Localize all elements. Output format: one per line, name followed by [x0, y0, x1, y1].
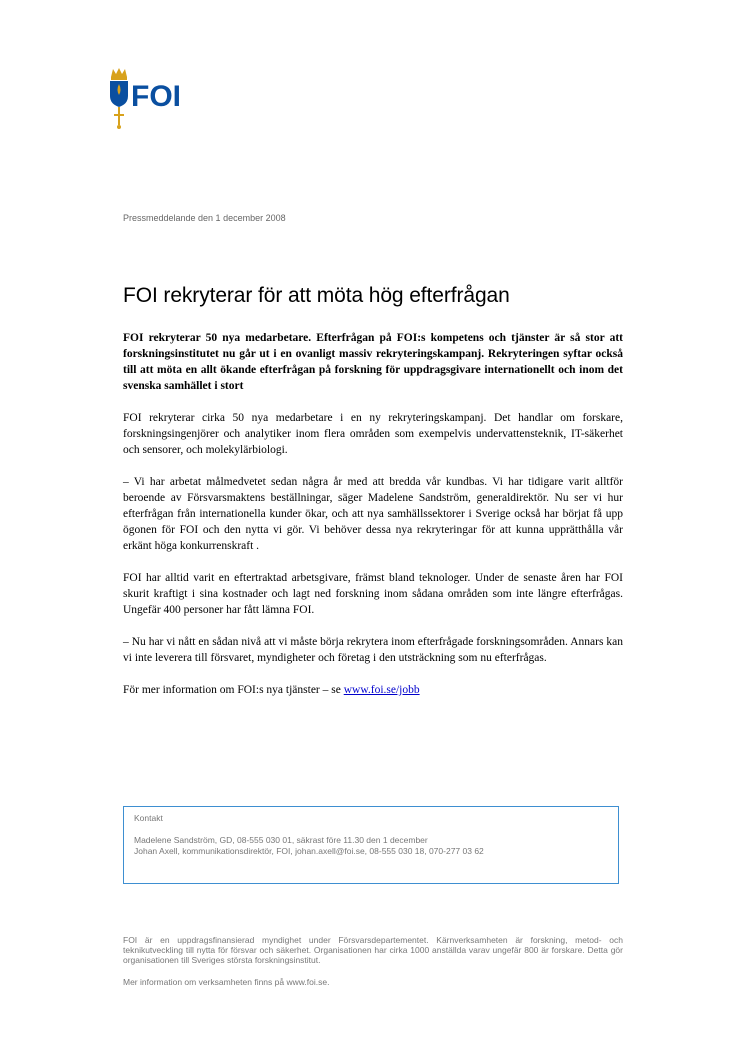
footer-more-info: Mer information om verksamheten finns på www.foi.se.: [123, 977, 330, 987]
paragraph: FOI rekryterar cirka 50 nya medarbetare i en ny rekryteringskampanj. Det handlar om forskare, forskningsingenjörer och analytiker inom flera områden som exempelvis undervattensteknik, IT-säkerhet och sensorer, och molekylärbiologi.: [123, 412, 623, 456]
contact-box: [123, 806, 619, 884]
logo-text: FOI: [131, 80, 181, 113]
paragraph: – Vi har arbetat målmedvetet sedan några år med att bredda vår kundbas. Vi har tidigare varit alltför beroende av Försvarsmaktens beställningar, säger Madelene Sandström, generaldirektör. Nu ser vi hur efterfrågan från internationella kunder ökar, och att nya samhällssektorer i Sverige också har börjat få upp ögonen för FOI och den nytta vi gör. Vi behöver dessa nya rekryteringar för att kunna upprätthålla vår erkänt höga konkurrenskraft .: [123, 476, 623, 552]
crown-sword-emblem-icon: [110, 68, 128, 129]
foi-logo: [108, 66, 200, 132]
press-release-date: Pressmeddelande den 1 december 2008: [123, 213, 286, 223]
contact-line: Johan Axell, kommunikationsdirektör, FOI, johan.axell@foi.se, 08-555 030 18, 070-277 03 62: [134, 846, 484, 856]
more-info-text: För mer information om FOI:s nya tjänster – se: [123, 684, 344, 696]
article-body: [123, 330, 623, 714]
footer: [123, 935, 623, 999]
more-info-paragraph: [123, 682, 623, 698]
paragraph: – Nu har vi nått en sådan nivå att vi måste börja rekrytera inom efterfrågade forskningsområden. Annars kan vi inte leverera till försvaret, myndigheter och företag i den utsträckning som nu efterfrågas.: [123, 636, 623, 664]
contact-line: Madelene Sandström, GD, 08-555 030 01, säkrast före 11.30 den 1 december: [134, 835, 428, 845]
footer-about: FOI är en uppdragsfinansierad myndighet under Försvarsdepartementet. Kärnverksamheten är forskning, metod- och teknikutveckling till nytta för försvar och säkerhet. Organisationen har cirka 1000 anställda varav ungefär 800 är forskare. Detta gör organisationen till Sveriges största forskningsinstitut.: [123, 935, 623, 965]
page-title: FOI rekryterar för att möta hög efterfrågan: [123, 284, 510, 307]
contact-label: Kontakt: [134, 813, 163, 823]
paragraph: FOI har alltid varit en eftertraktad arbetsgivare, främst bland teknologer. Under de senaste åren har FOI skurit kraftigt i sina kostnader och lagt ned forskning inom sådana områden som inte längre efterfrågas. Ungefär 400 personer har fått lämna FOI.: [123, 572, 623, 616]
jobs-link[interactable]: www.foi.se/jobb: [343, 684, 420, 696]
lead-paragraph: FOI rekryterar 50 nya medarbetare. Efterfrågan på FOI:s kompetens och tjänster är så stor att forskningsinstitutet nu går ut i en ovanligt massiv rekryteringskampanj. Rekryteringen syftar också till att möta en allt ökande efterfrågan på forskning för uppdragsgivare internationellt och inom det svenska samhället i stort: [123, 332, 623, 392]
